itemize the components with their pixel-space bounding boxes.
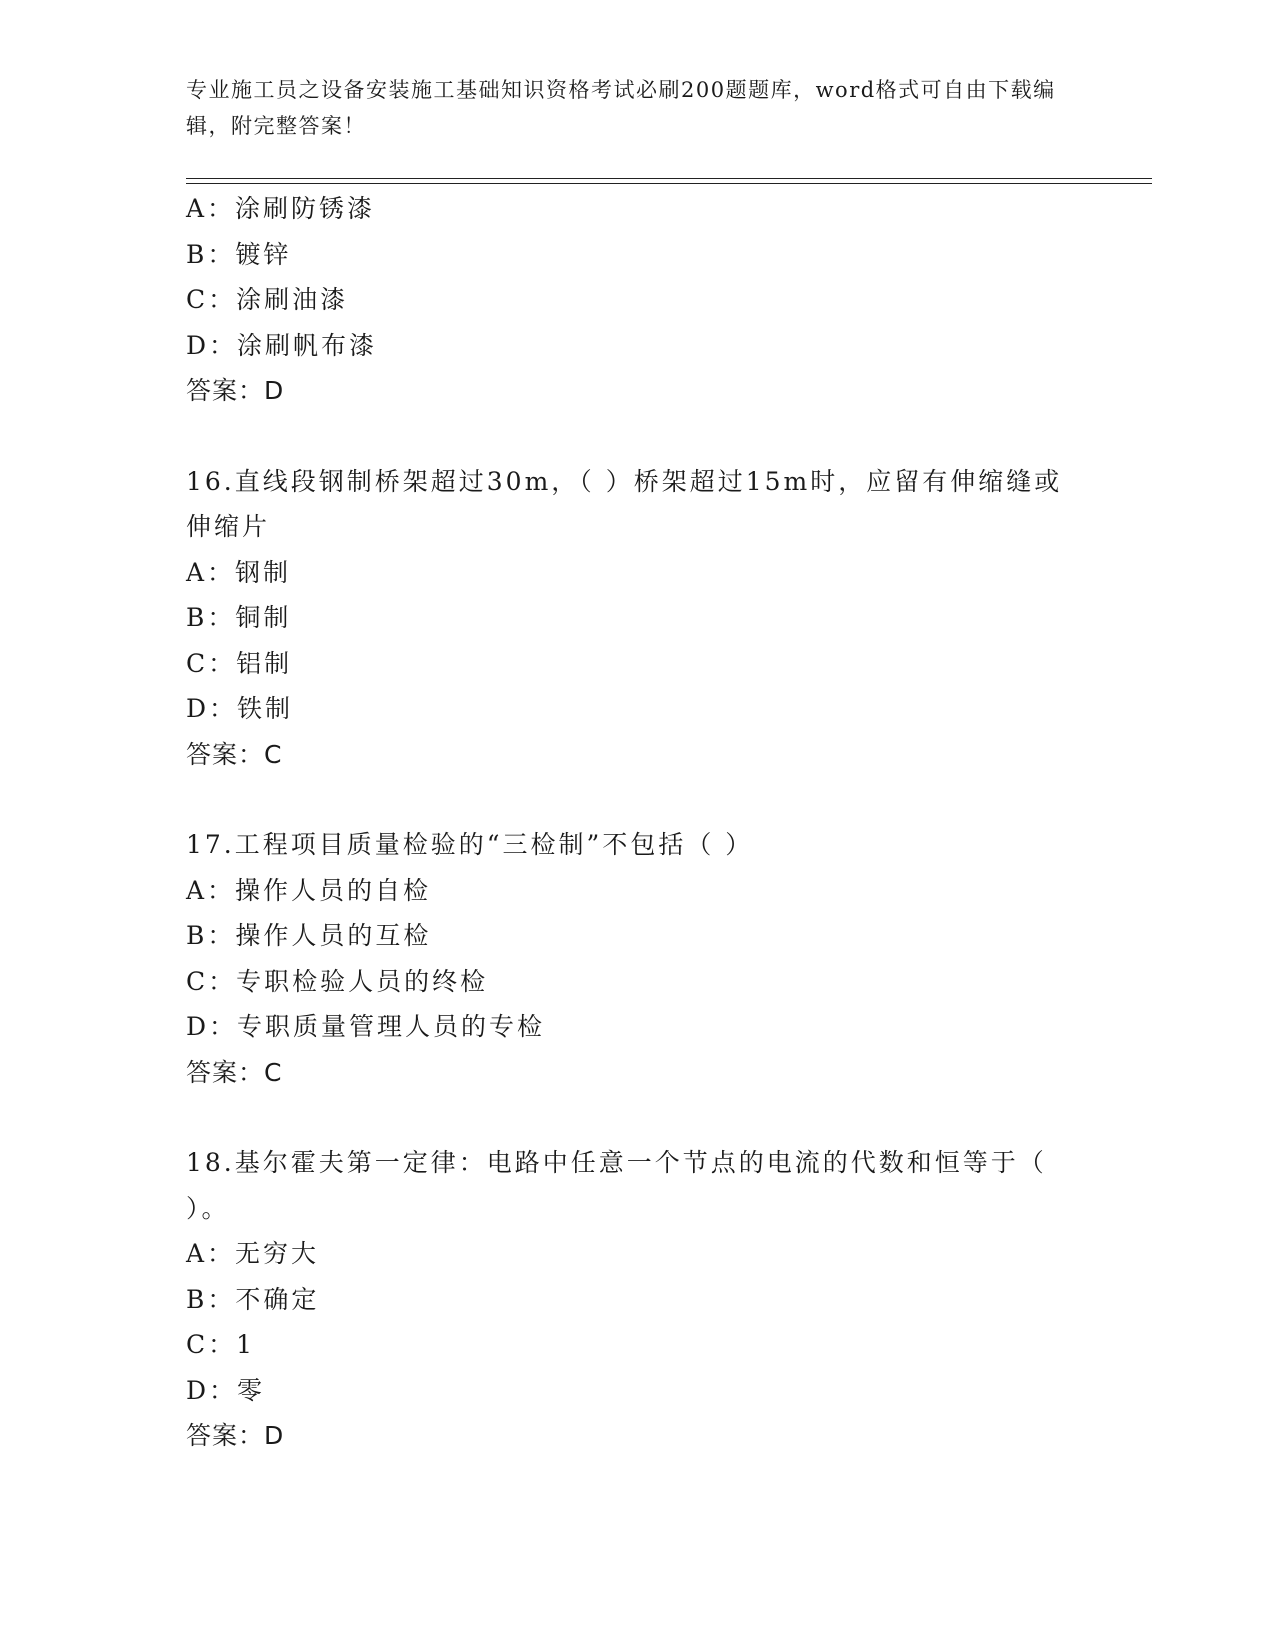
document-header: 专业施工员之设备安装施工基础知识资格考试必刷200题题库，word格式可自由下载编辑，附完整答案！ (186, 78, 1056, 138)
option-c: C：1 (186, 1330, 256, 1359)
option-d: D：零 (186, 1375, 266, 1405)
header-divider-top (186, 178, 1152, 179)
answer-line: 答案：D (186, 376, 285, 405)
option-c: C：专职检验人员的终检 (186, 966, 489, 996)
option-a: A：操作人员的自检 (186, 875, 432, 905)
option-b: B：不确定 (186, 1284, 320, 1314)
answer-line: 答案：C (186, 739, 283, 769)
option-d: D：涂刷帆布漆 (186, 330, 378, 360)
question-block-18 (186, 1140, 1086, 1459)
header-divider-bottom (186, 183, 1152, 184)
option-a: A：钢制 (186, 557, 292, 587)
option-d: D：铁制 (186, 694, 294, 723)
question-text: 17.工程项目质量检验的“三检制”不包括（ ） (186, 830, 754, 859)
option-c: C：涂刷油漆 (186, 285, 349, 314)
option-a: A：无穷大 (186, 1239, 320, 1268)
spacer (186, 414, 1086, 459)
spacer (186, 1095, 1086, 1140)
option-b: B：镀锌 (186, 239, 292, 269)
option-c: C：铝制 (186, 648, 293, 678)
option-b: B：铜制 (186, 603, 292, 632)
question-text: 18.基尔霍夫第一定律：电路中任意一个节点的电流的代数和恒等于（ ）。 (186, 1148, 1047, 1223)
question-block-15 (186, 186, 1086, 414)
question-text: 16.直线段钢制桥架超过30m，（ ）桥架超过15m时，应留有伸缩缝或伸缩片 (186, 466, 1063, 541)
question-block-16 (186, 459, 1086, 778)
option-a: A：涂刷防锈漆 (186, 194, 376, 223)
option-d: D：专职质量管理人员的专检 (186, 1012, 546, 1041)
question-block-17 (186, 822, 1086, 1095)
spacer (186, 777, 1086, 822)
option-b: B：操作人员的互检 (186, 921, 432, 950)
answer-line: 答案：D (186, 1421, 285, 1450)
question-list (186, 186, 1086, 1459)
answer-line: 答案：C (186, 1057, 283, 1087)
